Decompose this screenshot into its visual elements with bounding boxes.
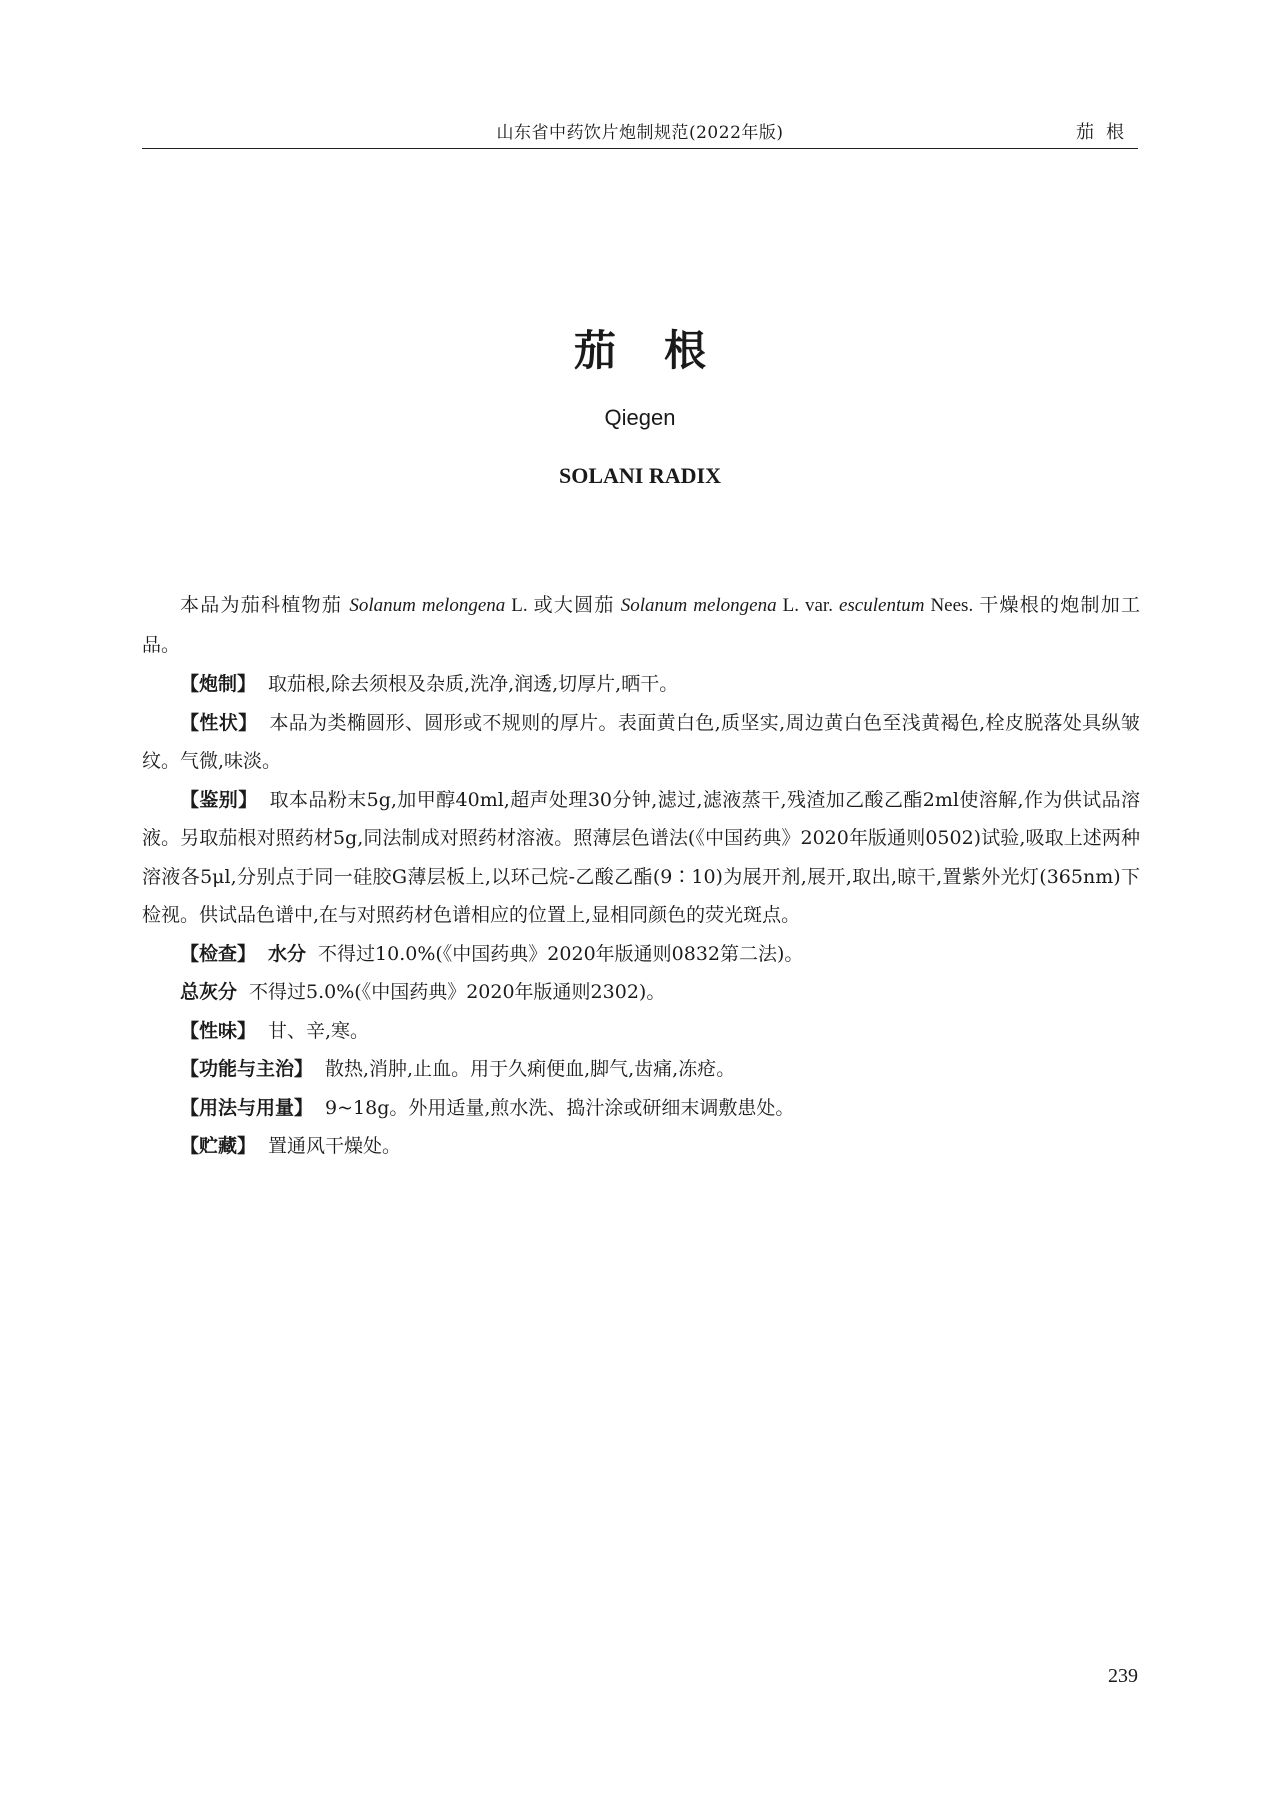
ash-subsection (142, 973, 1140, 1012)
ash-label: 总灰分 (180, 981, 238, 1003)
title-latin: SOLANI RADIX (559, 463, 721, 488)
section-text: 本品为类椭圆形、圆形或不规则的厚片。表面黄白色,质坚实,周边黄白色至浅黄褐色,栓皮脱落处具纵皱纹。气微,味淡。 (142, 711, 1140, 772)
intro-text: Nees. 干燥根的炮制加工品。 (142, 595, 1141, 656)
variety-name: esculentum (838, 595, 925, 616)
storage-section (142, 1127, 1140, 1166)
water-label: 水分 (268, 942, 307, 965)
section-label: 【鉴别】 (180, 788, 258, 811)
inspection-section (142, 935, 1140, 974)
ash-text: 不得过5.0%(《中国药典》2020年版通则2302)。 (249, 981, 666, 1003)
page-header (142, 112, 1138, 149)
section-text: 取茄根,除去须根及杂质,洗净,润透,切厚片,晒干。 (268, 673, 679, 695)
intro-text: L. var. (776, 595, 839, 616)
intro-text: L. 或大圆茄 (505, 595, 621, 616)
identification-section (142, 781, 1140, 935)
water-text: 不得过10.0%(《中国药典》2020年版通则0832第二法)。 (318, 942, 804, 965)
section-label: 【性状】 (180, 711, 258, 734)
section-label: 【用法与用量】 (180, 1096, 314, 1119)
species-name: Solanum melongena (349, 595, 506, 616)
page-number: 239 (1108, 1665, 1138, 1687)
function-section (142, 1050, 1140, 1089)
entry-name-header: 茄根 (1076, 122, 1136, 143)
section-label: 【性味】 (180, 1019, 257, 1042)
section-label: 【贮藏】 (180, 1135, 257, 1157)
species-name: Solanum melongena (620, 595, 777, 616)
section-label: 【炮制】 (180, 673, 257, 695)
book-title: 山东省中药饮片炮制规范(2022年版) (496, 123, 784, 143)
processing-section (142, 665, 1140, 704)
monograph-body (142, 586, 1140, 1166)
title-chinese: 茄根 (573, 326, 754, 375)
section-text: 取本品粉末5g,加甲醇40ml,超声处理30分钟,滤过,滤液蒸干,残渣加乙酸乙酯2ml使溶解,作为供试品溶液。另取茄根对照药材5g,同法制成对照药材溶液。照薄层色谱法(《中国药典》2020年版通则0502)试验,吸取上述两种溶液各5μl,分别点于同一硅胶G薄层板上,以环己烷-乙酸乙酯(9∶10)为展开剂,展开,取出,晾干,置紫外光灯(365nm)下检视。供试品色谱中,在与对照药材色谱相应的位置上,显相同颜色的荧光斑点。 (142, 788, 1140, 926)
description-section (142, 704, 1140, 781)
title-pinyin: Qiegen (604, 405, 676, 430)
section-text: 置通风干燥处。 (268, 1135, 402, 1157)
section-text: 散热,消肿,止血。用于久痢便血,脚气,齿痛,冻疮。 (325, 1058, 736, 1080)
usage-section (142, 1089, 1140, 1128)
nature-section (142, 1012, 1140, 1051)
intro-text: 本品为茄科植物茄 (180, 594, 350, 616)
section-text: 9~18g。外用适量,煎水洗、捣汁涂或研细末调敷患处。 (325, 1096, 795, 1119)
section-label: 【功能与主治】 (180, 1058, 314, 1080)
section-text: 甘、辛,寒。 (268, 1019, 370, 1042)
section-label: 【检查】 (180, 942, 257, 965)
intro-paragraph (142, 586, 1140, 665)
